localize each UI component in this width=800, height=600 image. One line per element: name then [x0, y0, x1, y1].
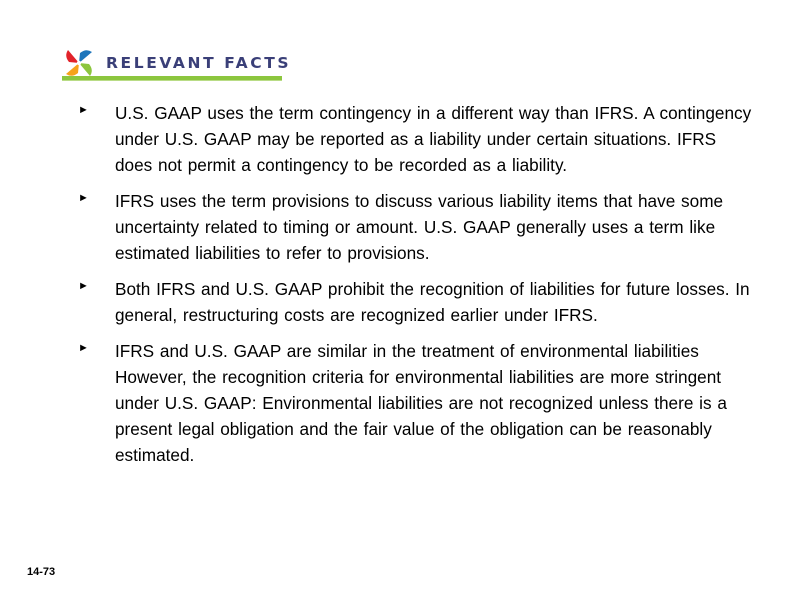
bullet-arrow-icon: ► — [78, 280, 89, 292]
relevant-facts-logo — [62, 44, 292, 82]
bullet-text: IFRS uses the term provisions to discuss various liability items that have some uncertainty related to timing or amount. U.S. GAAP generally uses a term like estimated liabilities to refer to provisions. — [115, 191, 724, 263]
header-rule-shadow — [62, 80, 282, 81]
bullet-arrow-icon: ► — [78, 104, 89, 116]
slide-number: 14-73 — [27, 566, 56, 578]
bullet-arrow-icon: ► — [78, 192, 89, 204]
bullet-item — [0, 188, 800, 266]
header-title: RELEVANT FACTS — [106, 54, 292, 72]
bullet-arrow-icon: ► — [78, 342, 89, 354]
bullet-text: IFRS and U.S. GAAP are similar in the treatment of environmental liabilities However, the recognition criteria for environmental liabilities are more stringent under U.S. GAAP: Environmental liabilities are not recognized unless there is a present legal obligation and the fair value of the obligation can be reasonably estimated. — [115, 341, 727, 465]
bullet-list — [0, 100, 800, 478]
pinwheel-icon — [62, 46, 96, 80]
bullet-item — [0, 276, 800, 328]
bullet-item — [0, 338, 800, 468]
bullet-text: U.S. GAAP uses the term contingency in a different way than IFRS. A contingency under U.S. GAAP may be reported as a liability under certain situations. IFRS does not permit a contingency to be recorded as a liability. — [115, 103, 752, 175]
bullet-text: Both IFRS and U.S. GAAP prohibit the recognition of liabilities for future losses. In general, restructuring costs are recognized earlier under IFRS. — [115, 279, 750, 325]
bullet-item — [0, 100, 800, 178]
